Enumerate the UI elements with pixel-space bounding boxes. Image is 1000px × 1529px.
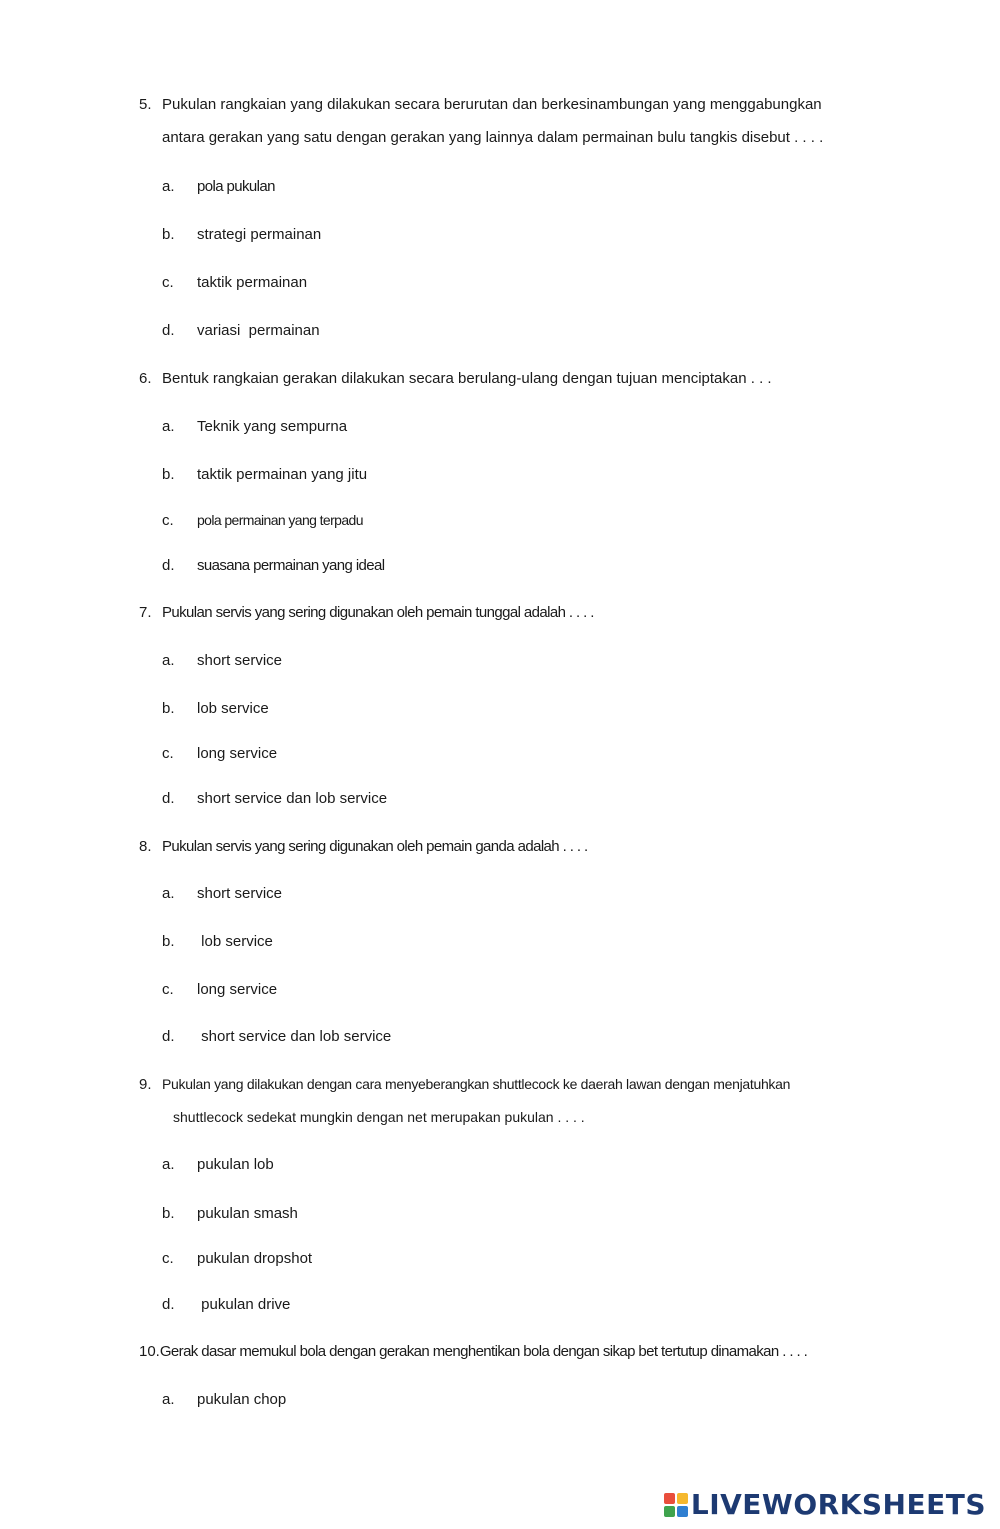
option-text: lob service <box>197 700 269 717</box>
option-letter: b. <box>162 700 175 717</box>
option-5d[interactable] <box>162 322 320 339</box>
question-text: Pukulan servis yang sering digunakan oleh pemain ganda adalah . . . . <box>162 838 588 855</box>
option-5c[interactable] <box>162 274 307 291</box>
option-text: Teknik yang sempurna <box>197 418 348 435</box>
question-5 <box>139 96 824 146</box>
option-8a[interactable] <box>162 885 282 902</box>
option-text: taktik permainan yang jitu <box>197 466 368 483</box>
option-6c[interactable] <box>162 512 363 529</box>
option-text: variasi permainan <box>197 322 320 339</box>
question-number: 7. <box>139 604 152 621</box>
question-number: 8. <box>139 838 152 855</box>
option-text: pukulan dropshot <box>197 1250 313 1267</box>
option-letter: a. <box>162 1156 175 1173</box>
option-8d[interactable] <box>162 1028 391 1045</box>
option-letter: b. <box>162 466 175 483</box>
option-7c[interactable] <box>162 745 277 762</box>
option-letter: b. <box>162 933 175 950</box>
option-text: strategi permainan <box>197 226 322 243</box>
question-text: Bentuk rangkaian gerakan dilakukan secara berulang-ulang dengan tujuan menciptakan . . . <box>162 370 772 387</box>
question-7 <box>139 604 594 621</box>
option-text: pola permainan yang terpadu <box>197 512 363 528</box>
option-letter: a. <box>162 178 175 195</box>
option-text: long service <box>197 981 278 998</box>
question-text: Gerak dasar memukul bola dengan gerakan menghentikan bola dengan sikap bet tertutup dinamakan . . . . <box>159 1343 808 1360</box>
option-text: taktik permainan <box>197 274 308 291</box>
option-7d[interactable] <box>162 790 387 807</box>
option-letter: a. <box>162 885 175 902</box>
option-letter: c. <box>162 512 174 529</box>
logo-tile-i <box>677 1493 688 1504</box>
option-text: pukulan drive <box>197 1296 291 1313</box>
option-9c[interactable] <box>162 1250 312 1267</box>
option-letter: c. <box>162 981 174 998</box>
option-text: pukulan smash <box>197 1205 298 1222</box>
question-text-line2: antara gerakan yang satu dengan gerakan yang lainnya dalam permainan bulu tangkis disebut . . . . <box>162 129 824 146</box>
option-text: lob service <box>197 933 273 950</box>
option-text: short service dan lob service <box>197 1028 392 1045</box>
option-6a[interactable] <box>162 418 347 435</box>
logo-tile-e <box>677 1506 688 1517</box>
question-number: 5. <box>139 96 152 113</box>
question-10 <box>139 1343 807 1360</box>
option-6b[interactable] <box>162 466 367 483</box>
option-letter: c. <box>162 745 174 762</box>
option-5a[interactable] <box>162 178 275 195</box>
question-text: Pukulan rangkaian yang dilakukan secara berurutan dan berkesinambungan yang menggabungkan <box>162 96 822 113</box>
option-letter: d. <box>162 322 175 339</box>
option-letter: d. <box>162 557 175 574</box>
option-5b[interactable] <box>162 226 321 243</box>
option-letter: d. <box>162 790 175 807</box>
question-9 <box>139 1076 791 1125</box>
question-text: Pukulan yang dilakukan dengan cara menyeberangkan shuttlecock ke daerah lawan dengan menjatuhkan <box>162 1076 791 1092</box>
logo-tile-v <box>664 1506 675 1517</box>
option-8c[interactable] <box>162 981 277 998</box>
option-9a[interactable] <box>162 1156 274 1173</box>
option-10a[interactable] <box>162 1391 286 1408</box>
option-letter: d. <box>162 1028 175 1045</box>
option-7a[interactable] <box>162 652 282 669</box>
option-text: long service <box>197 745 278 762</box>
option-text: pukulan lob <box>197 1156 274 1173</box>
liveworksheets-logo <box>664 1488 986 1521</box>
option-9d[interactable] <box>162 1296 290 1313</box>
question-number: 10. <box>139 1343 160 1360</box>
option-text: pola pukulan <box>197 178 275 195</box>
option-8b[interactable] <box>162 933 273 950</box>
option-letter: c. <box>162 1250 174 1267</box>
question-8 <box>139 838 588 855</box>
question-text: Pukulan servis yang sering digunakan oleh pemain tunggal adalah . . . . <box>162 604 594 621</box>
option-text: short service <box>197 885 283 902</box>
option-letter: d. <box>162 1296 175 1313</box>
logo-tile-l <box>664 1493 675 1504</box>
option-letter: c. <box>162 274 174 291</box>
question-number: 9. <box>139 1076 152 1093</box>
option-text: short service <box>197 652 283 669</box>
option-9b[interactable] <box>162 1205 298 1222</box>
question-number: 6. <box>139 370 152 387</box>
option-letter: a. <box>162 418 175 435</box>
option-letter: b. <box>162 1205 175 1222</box>
option-text: short service dan lob service <box>197 790 388 807</box>
option-text: pukulan chop <box>197 1391 287 1408</box>
option-6d[interactable] <box>162 557 385 574</box>
option-letter: b. <box>162 226 175 243</box>
option-7b[interactable] <box>162 700 269 717</box>
option-letter: a. <box>162 652 175 669</box>
question-6 <box>139 370 772 387</box>
logo-text: LIVEWORKSHEETS <box>690 1488 986 1521</box>
option-letter: a. <box>162 1391 175 1408</box>
question-text-line2: shuttlecock sedekat mungkin dengan net merupakan pukulan . . . . <box>173 1109 585 1125</box>
option-text: suasana permainan yang ideal <box>197 557 385 574</box>
liveworksheets-icon <box>664 1493 688 1517</box>
